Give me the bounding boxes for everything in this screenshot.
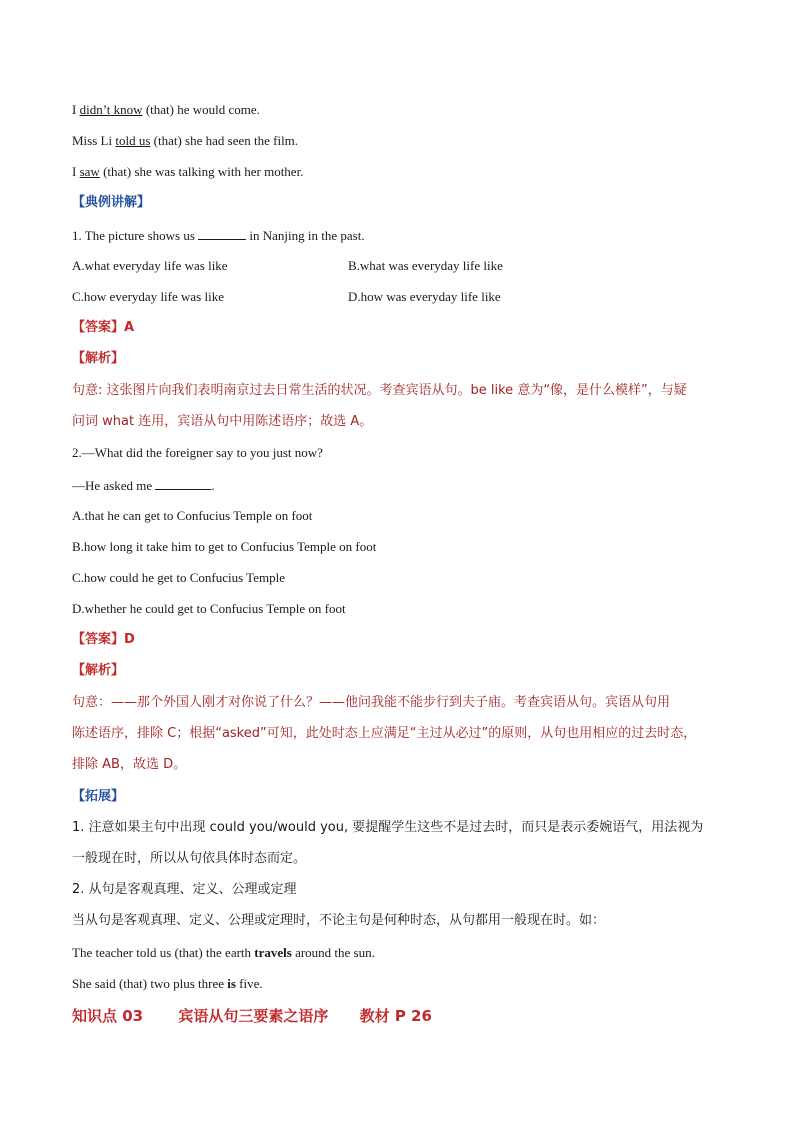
- option-b: B.what was everyday life like: [348, 258, 503, 273]
- option-a: A.that he can get to Confucius Temple on foot: [72, 508, 313, 523]
- question-2-analysis-line-2: 陈述语序，排除 C；根据“asked”可知，此处时态上应满足“主过从必过”的原则，从句也用相应的过去时态，: [72, 726, 697, 741]
- option-c: C.how everyday life was like: [72, 289, 224, 304]
- question-2-stem: 2.—What did the foreigner say to you just now?: [72, 445, 323, 460]
- question-1-answer: 【答案】A: [72, 320, 135, 335]
- question-2-response: —He asked me .: [72, 475, 722, 496]
- question-1-stem: 1. The picture shows us in Nanjing in the past.: [72, 225, 722, 246]
- answer-blank: [155, 475, 211, 490]
- extension-line-4: 当从句是客观真理、定义、公理或定理时，不论主句是何种时态，从句都用一般现在时。如：: [72, 913, 606, 928]
- question-1-analysis-label: 【解析】: [72, 351, 125, 366]
- option-d: D.whether he could get to Confucius Temple on foot: [72, 601, 346, 616]
- question-1-options-row-1: [72, 256, 722, 276]
- question-1-analysis-line-2: 问词 what 连用，宾语从句中用陈述语序；故选 A。: [72, 414, 373, 429]
- example-sentence-2: Miss Li told us (that) she had seen the film.: [72, 133, 299, 148]
- question-2-answer: 【答案】D: [72, 632, 135, 647]
- question-1-options-row-2: [72, 287, 722, 307]
- question-2-analysis-line-1: 句意：——那个外国人刚才对你说了什么？——他问我能不能步行到夫子庙。考查宾语从句。宾语从句用: [72, 695, 671, 710]
- knowledge-point-title: 宾语从句三要素之语序: [178, 1007, 329, 1025]
- question-2-analysis-line-3: 排除 AB，故选 D。: [72, 757, 187, 772]
- knowledge-point-heading: [72, 1005, 722, 1027]
- textbook-page-ref: 教材 P 26: [359, 1007, 432, 1025]
- extension-line-3: 2. 从句是客观真理、定义、公理或定理: [72, 882, 297, 897]
- question-2-analysis-label: 【解析】: [72, 663, 125, 678]
- extension-line-2: 一般现在时，所以从句依具体时态而定。: [72, 851, 307, 866]
- example-sentence-1: I didn’t know (that) he would come.: [72, 102, 260, 117]
- question-1-analysis-line-1: 句意: 这张图片向我们表明南京过去日常生活的状况。考查宾语从句。be like 意为“像，是什么模样”，与疑: [72, 383, 687, 398]
- knowledge-point-number: 知识点 03: [72, 1007, 144, 1025]
- extension-line-1: 1. 注意如果主句中出现 could you/would you, 要提醒学生这些不是过去时，而只是表示委婉语气，用法视为: [72, 820, 704, 835]
- extension-example-2: She said (that) two plus three is five.: [72, 976, 263, 991]
- option-d: D.how was everyday life like: [348, 289, 501, 304]
- option-a: A.what everyday life was like: [72, 258, 228, 273]
- option-c: C.how could he get to Confucius Temple: [72, 570, 285, 585]
- section-examples-label: 【典例讲解】: [72, 195, 151, 210]
- extension-example-1: The teacher told us (that) the earth travels around the sun.: [72, 945, 375, 960]
- option-b: B.how long it take him to get to Confucius Temple on foot: [72, 539, 377, 554]
- extension-label: 【拓展】: [72, 789, 125, 804]
- example-sentence-3: I saw (that) she was talking with her mother.: [72, 164, 304, 179]
- answer-blank: [198, 225, 246, 240]
